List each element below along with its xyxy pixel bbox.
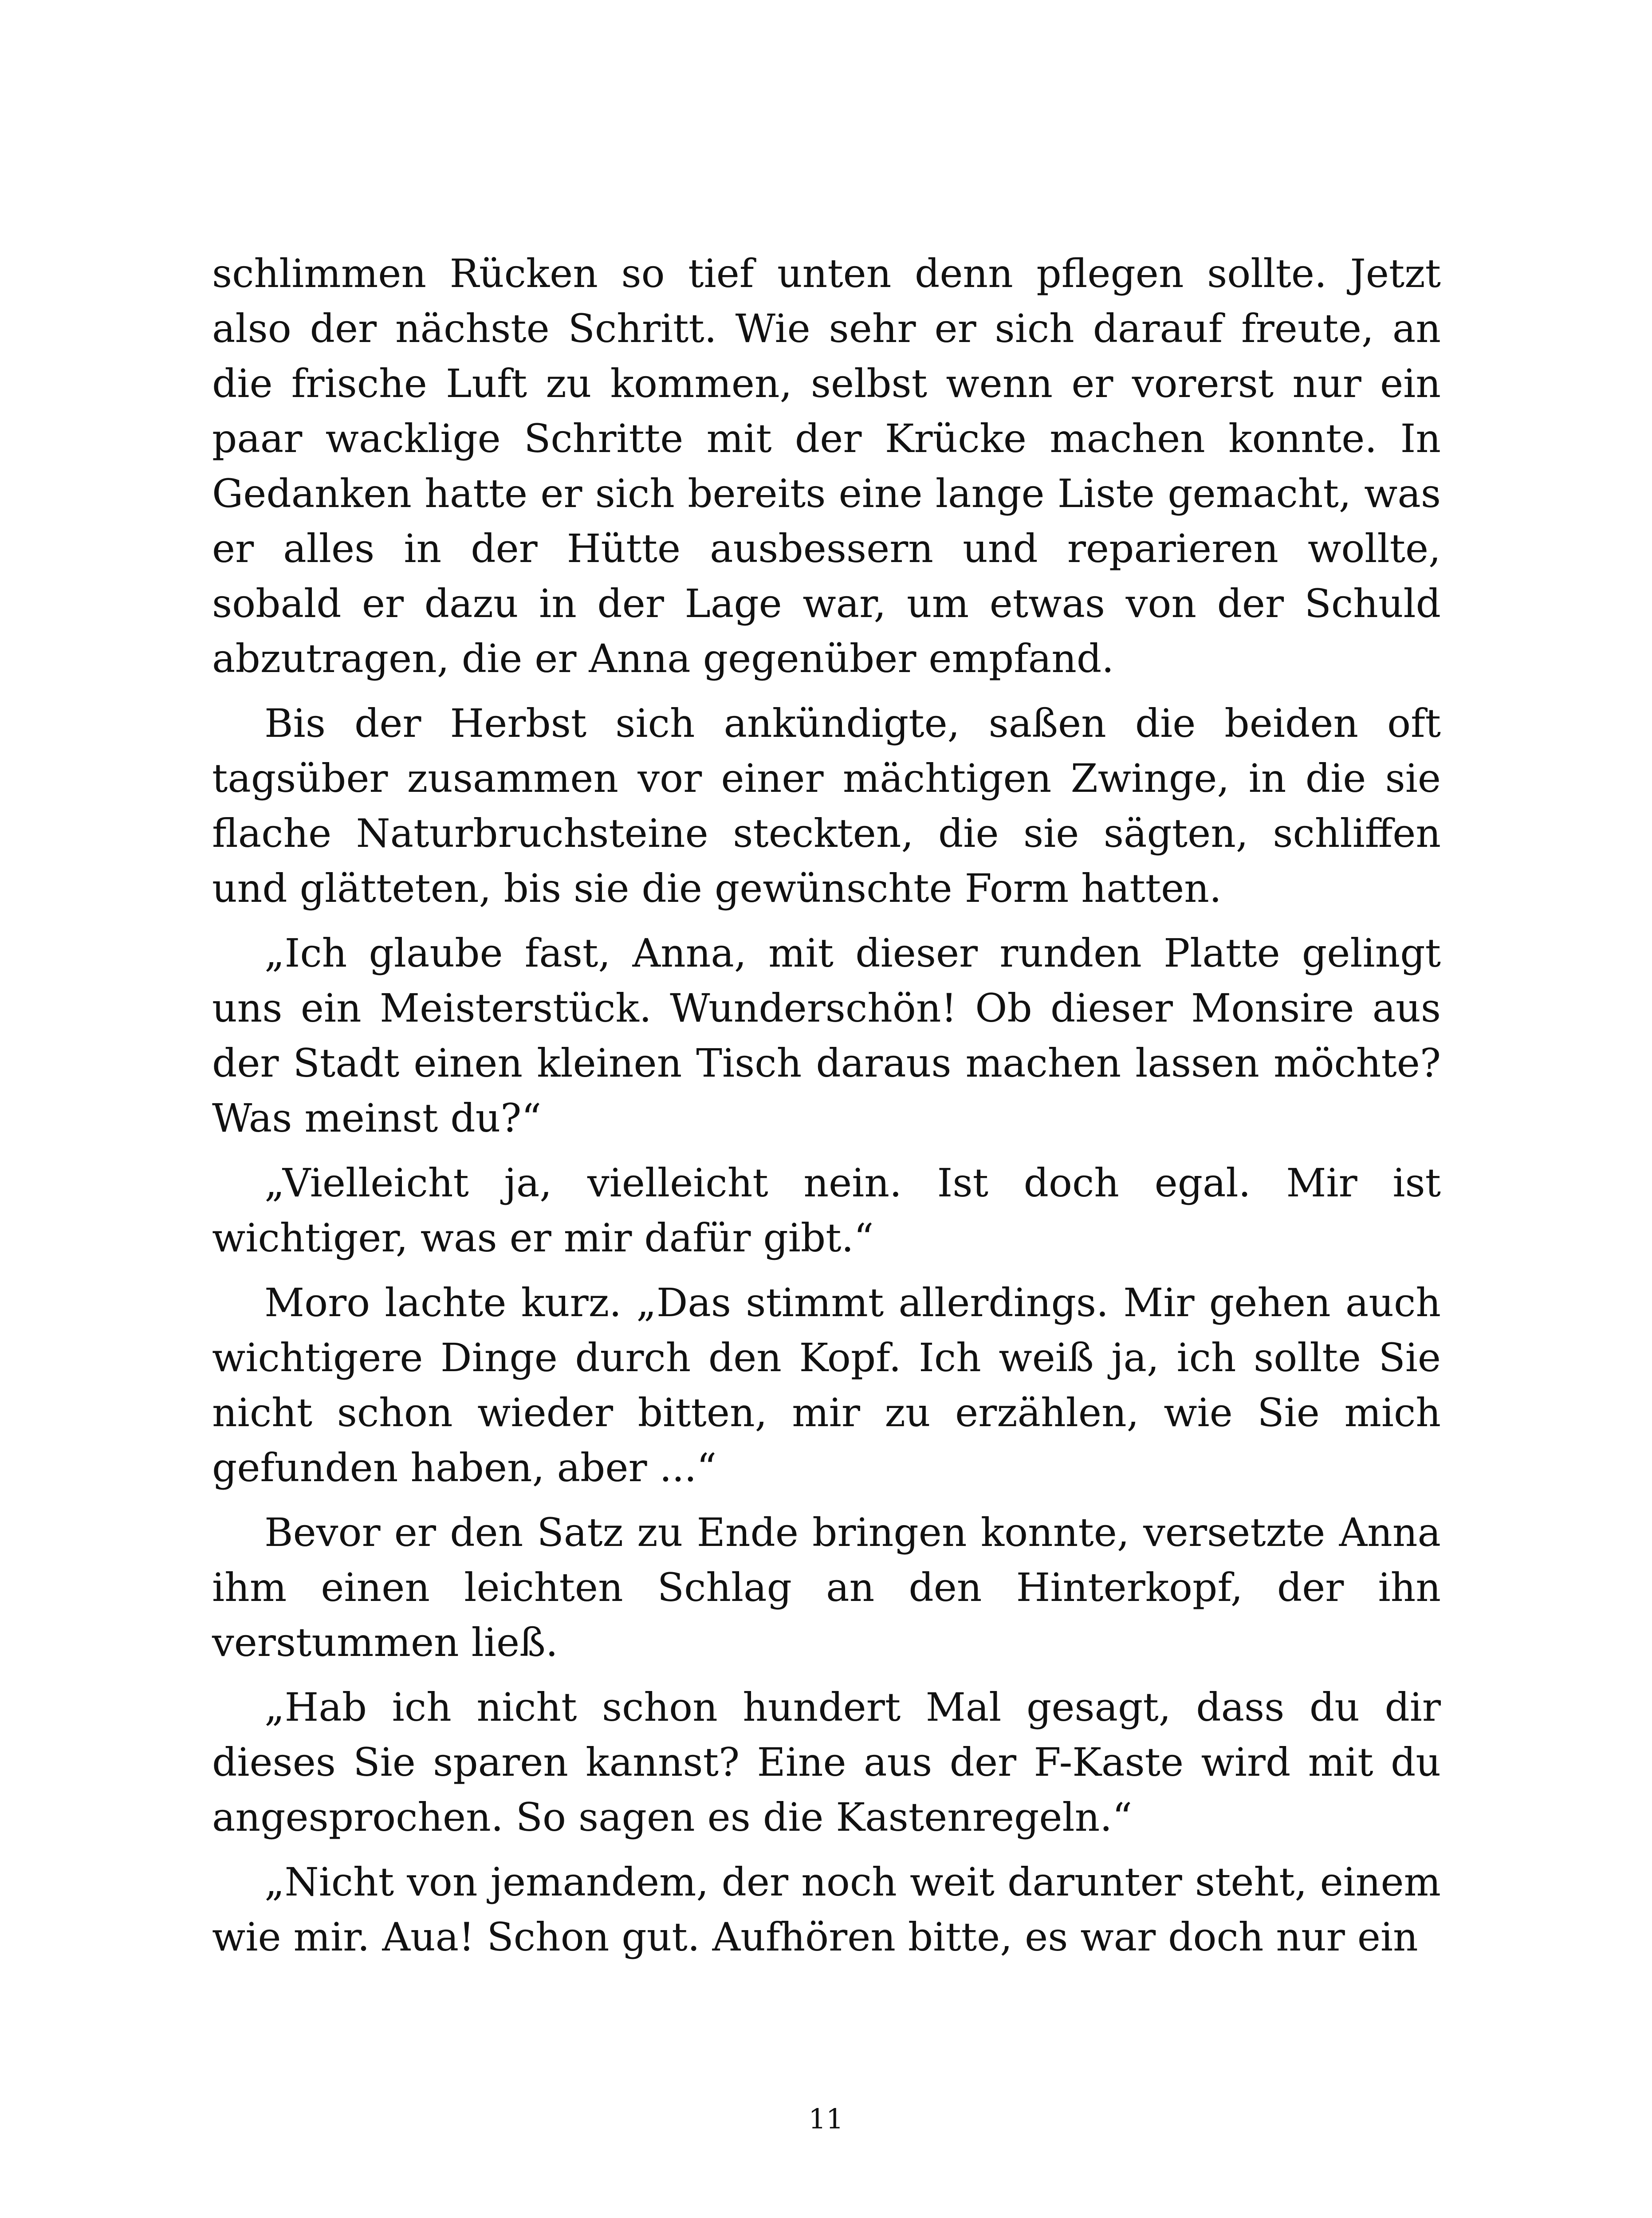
paragraph: Bis der Herbst sich ankündigte, saßen die beiden oft tagsüber zusammen vor einer mächtigen Zwinge, in die sie flache Naturbruchsteine steckten, die sie sägten, schliffen und glätteten, bis sie die gewünschte Form hatten.: [212, 700, 1441, 911]
page-number: 11: [808, 2103, 844, 2135]
body-text: [212, 246, 1441, 1974]
paragraph: Bevor er den Satz zu Ende bringen konnte, versetzte Anna ihm einen leichten Schlag an den Hinterkopf, der ihn verstummen ließ.: [212, 1510, 1441, 1665]
paragraph: „Ich glaube fast, Anna, mit dieser runden Platte gelingt uns ein Meisterstück. Wunderschön! Ob dieser Monsire aus der Stadt einen kleinen Tisch daraus machen lassen möchte? Was meinst du?“: [212, 930, 1441, 1141]
paragraph: „Hab ich nicht schon hundert Mal gesagt, dass du dir dieses Sie sparen kannst? Eine aus der F-Kaste wird mit du angesprochen. So sagen es die Kastenregeln.“: [212, 1684, 1441, 1840]
paragraph: „Vielleicht ja, vielleicht nein. Ist doch egal. Mir ist wichtiger, was er mir dafür gibt.“: [212, 1160, 1441, 1261]
paragraph: Moro lachte kurz. „Das stimmt allerdings. Mir gehen auch wichtigere Dinge durch den Kopf. Ich weiß ja, ich sollte Sie nicht schon wieder bitten, mir zu erzählen, wie Sie mich gefunden haben, aber ...“: [212, 1280, 1441, 1490]
paragraph: „Nicht von jemandem, der noch weit darunter steht, einem wie mir. Aua! Schon gut. Aufhören bitte, es war doch nur ein: [212, 1859, 1441, 1960]
paragraph: schlimmen Rücken so tief unten denn pflegen sollte. Jetzt also der nächste Schritt. Wie sehr er sich darauf freute, an die frische Luft zu kommen, selbst wenn er vorerst nur ein paar wacklige Schritte mit der Krücke machen konnte. In Gedanken hatte er sich bereits eine lange Liste gemacht, was er alles in der Hütte ausbessern und reparieren wollte, sobald er dazu in der Lage war, um etwas von der Schuld abzutragen, die er Anna gegenüber empfand.: [212, 251, 1441, 681]
